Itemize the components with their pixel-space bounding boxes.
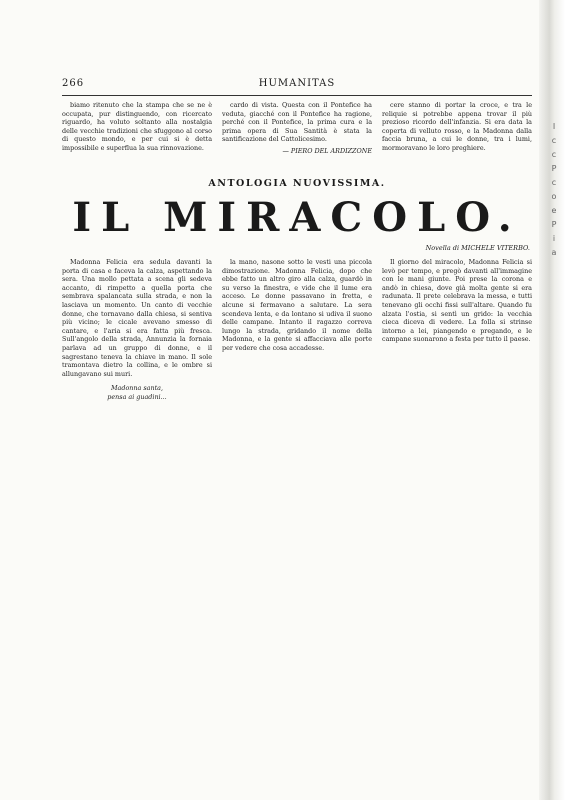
gutter-mark: i xyxy=(552,234,556,243)
gutter-mark: P xyxy=(551,164,557,173)
body-column-1 xyxy=(62,258,212,768)
gutter-mark: P xyxy=(551,220,557,229)
body-column-3 xyxy=(382,258,532,768)
top-paragraph: cere stanno di portar la croce, e tra le reliquie si potrebbe appena trovar il più prezioso ricordo dell'infanzia. Si era data la coperta di velluto rosso, e la Madonna dalla faccia bruna, a cui le donne, tra i lumi, mormoravano le loro preghiere. xyxy=(382,101,532,152)
body-paragraph: Madonna Felicia era sedula davanti la porta di casa e faceva la calza, aspettando la sera. Una mollo pettata a scena gli sedeva accanto, di rimpetto a quella porta che sembrava spalancata sulla strada, e non la lasciava un momento. Un canto di vecchie donne, che tornavano dalla chiesa, si sentiva più vicino; le cicale avevano smesso di cantare, e l'aria si era fatta più fresca. Sull'angolo della strada, Annunzia la fornaia parlava ad un gruppo di donne, e il sagrestano teneva la chiave in mano. Il sole tramontava dietro la collina, e le ombre si allungavano sui muri. xyxy=(62,258,212,378)
top-article xyxy=(62,101,532,171)
page-number: 266 xyxy=(62,78,85,89)
gutter-mark: c xyxy=(551,178,557,187)
page-header xyxy=(62,78,532,94)
body-paragraph: la mano, nasone sotto le vesti una piccola dimostrazione. Madonna Felicia, dopo che ebbe fatto un altro giro alla calza, guardò in su verso la finestra, e vide che il lume era acceso. Le donne passavano in fretta, e alcune si fermavano a salutare. La sera scendeva lenta, e da lontano si udiva il suono delle campane. Intanto il ragazzo correva lungo la strada, gridando il nome della Madonna, e la gente si affacciava alle porte per vedere che cosa accadesse. xyxy=(222,258,372,352)
verse-line: pensa ai guadini... xyxy=(107,392,167,401)
magazine-title: HUMANITAS xyxy=(258,78,336,89)
verse xyxy=(62,384,212,401)
verse-line: Madonna santa, xyxy=(111,384,163,393)
gutter-mark: a xyxy=(551,248,557,257)
gutter-mark: I xyxy=(552,122,556,131)
header-rule xyxy=(62,95,532,96)
gutter-marks xyxy=(549,120,559,260)
top-paragraph: biamo ritenuto che la stampa che se ne è occupata, pur distinguendo, con ricercato riguardo, ha voluto soltanto alla nostalgia delle vecchie tradizioni che sfuggono al corso di questo mondo, e per cui si è detta impossibile e superflua la sua rinnovazione. xyxy=(62,101,212,152)
top-paragraph: cardo di vista. Questa con il Pontefice ha veduta, giacché con il Pontefice ha ragione, perché con il Pontefice, la prima cura e la prima opera di Sua Santità è stata la santificazione del Cattolicesimo. xyxy=(222,101,372,144)
gutter-mark: c xyxy=(551,150,557,159)
article-signature: — PIERO DEL ARDIZZONE xyxy=(282,146,372,155)
gutter-mark: o xyxy=(551,192,557,201)
section-label: ANTOLOGIA NUOVISSIMA. xyxy=(208,178,386,189)
body-paragraph: Il giorno del miracolo, Madonna Felicia si levò per tempo, e pregò davanti all'immagine con le mani giunte. Poi prese la corona e andò in chiesa, dove già molta gente si era radunata. Il prete celebrava la messa, e tutti tenevano gli occhi fissi sull'altare. Quando fu alzata l'ostia, si sentì un grido: la vecchia cieca diceva di vedere. La folla si strinse intorno a lei, piangendo e pregando, e le campane suonarono a festa per tutto il paese. xyxy=(382,258,532,344)
gutter-mark: e xyxy=(551,206,557,215)
top-column-1 xyxy=(62,101,212,171)
story-title: IL MIRACOLO. xyxy=(72,194,522,241)
story-body xyxy=(62,258,532,768)
top-column-2 xyxy=(222,101,372,171)
byline: Novella di MICHELE VITERBO. xyxy=(425,244,530,252)
top-column-3 xyxy=(382,101,532,171)
gutter-mark: c xyxy=(551,136,557,145)
body-column-2 xyxy=(222,258,372,768)
